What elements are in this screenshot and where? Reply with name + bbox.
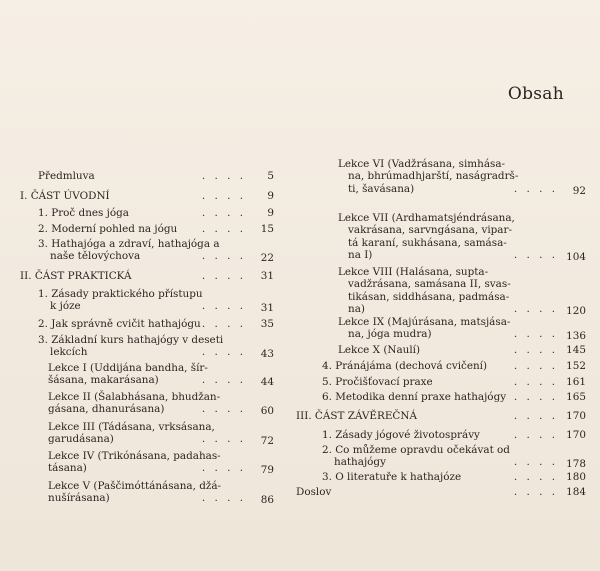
toc-entry-doslov: [296, 486, 586, 498]
toc-entry-text: hathajógy: [334, 456, 386, 469]
toc-entry-l1: [20, 207, 274, 219]
leader-dots: . . . .: [513, 182, 558, 195]
toc-entry-text: na, bhrúmadhjarští, naságradrš-: [348, 170, 519, 183]
page-number: 44: [260, 376, 274, 389]
leader-dots: . . . .: [201, 374, 246, 387]
leader-dots: . . . .: [513, 376, 558, 388]
toc-entry-text: 2. Jak správně cvičit hathajógu: [38, 318, 201, 330]
toc-entry-part2: [20, 270, 274, 282]
leader-dots: . . . .: [201, 270, 246, 282]
toc-entry-text: ti, šavásana): [348, 182, 415, 195]
page-number: 178: [566, 458, 586, 471]
toc-entry-text: 1. Zásady jógové životosprávy: [322, 429, 480, 441]
leader-dots: . . . .: [201, 403, 246, 416]
toc-entry-text: Lekce III (Tádásana, vrksásana,: [48, 421, 215, 433]
toc-entry-text: Lekce X (Naulí): [338, 344, 421, 356]
page-number: 79: [260, 464, 274, 477]
toc-entry-text: lekcích: [50, 346, 88, 359]
leader-dots: . . . .: [513, 391, 558, 403]
toc-entry-text: na I): [348, 249, 373, 262]
page-number: 170: [566, 429, 586, 441]
toc-entry-l3: [20, 238, 274, 263]
leader-dots: . . . .: [201, 300, 246, 313]
toc-entry-text: 2. Moderní pohled na jógu: [38, 223, 178, 235]
page-number: 60: [260, 405, 274, 418]
leader-dots: . . . .: [513, 360, 558, 372]
toc-entry-text: Lekce VIII (Halásana, supta-: [338, 266, 489, 278]
toc-entry-l4: [20, 288, 274, 313]
toc-entry-text: Lekce II (Šalabhásana, bhudžan-: [48, 391, 221, 403]
toc-entry-text: vakrásana, sarvngásana, vipar-: [348, 224, 512, 237]
toc-entry-text: 3. O literatuře k hathajóze: [322, 471, 462, 483]
toc-entry-text: Lekce V (Paščimóttánásana, džá-: [48, 480, 222, 492]
toc-entry-text: nušírásana): [48, 492, 110, 505]
toc-entry-text: II. ČÁST PRAKTICKÁ: [20, 270, 132, 282]
leader-dots: . . . .: [513, 471, 558, 483]
toc-entry-text: 3. Základní kurs hathajógy v deseti: [38, 334, 224, 346]
page-number: 161: [566, 376, 586, 388]
leader-dots: . . . .: [201, 492, 246, 505]
toc-entry-text: Lekce IV (Trikónásana, padahas-: [48, 450, 221, 462]
leader-dots: . . . .: [201, 433, 246, 446]
toc-entry-text: na): [348, 303, 365, 316]
toc-entry-lek1: [20, 362, 274, 387]
leader-dots: . . . .: [201, 250, 246, 263]
page-number: 152: [566, 360, 586, 372]
leader-dots: . . . .: [513, 456, 558, 469]
toc-entry-lek2: [20, 391, 274, 416]
toc-entry-lek8: [296, 266, 586, 316]
toc-entry-part1: [20, 190, 274, 202]
toc-entry-text: 4. Pránájáma (dechová cvičení): [322, 360, 488, 372]
toc-entry-text: na, jóga mudra): [348, 328, 432, 341]
toc-entry-text: šásana, makarásana): [48, 374, 159, 387]
toc-entry-text: Doslov: [296, 486, 332, 498]
toc-entry-r6: [296, 391, 586, 403]
toc-entry-text: Lekce VII (Ardhamatsjéndrásana,: [338, 212, 515, 224]
toc-entry-part3: [296, 410, 586, 422]
toc-entry-text: gásana, dhanurásana): [48, 403, 165, 416]
page-number: 170: [566, 410, 586, 422]
leader-dots: . . . .: [201, 346, 246, 359]
toc-entry-text: Lekce IX (Majúrásana, matsjása-: [338, 316, 511, 328]
toc-entry-l6: [20, 334, 274, 359]
toc-entry-text: naše tělovýchova: [50, 250, 141, 263]
page-number: 9: [267, 190, 274, 202]
toc-entry-r7: [296, 429, 586, 441]
leader-dots: . . . .: [201, 207, 246, 219]
leader-dots: . . . .: [513, 344, 558, 356]
toc-entry-lek9: [296, 316, 586, 341]
toc-entry-r8: [296, 444, 586, 469]
leader-dots: . . . .: [201, 190, 246, 202]
toc-entry-text: tá karaní, sukhásana, samása-: [348, 236, 507, 249]
page-number: 22: [260, 252, 274, 265]
page-number: 15: [260, 223, 274, 235]
toc-entry-text: tásana): [48, 462, 87, 475]
page-number: 31: [260, 302, 274, 315]
toc-entry-text: Lekce VI (Vadžrásana, simhása-: [338, 158, 506, 170]
toc-entry-predmluva: [20, 170, 274, 182]
leader-dots: . . . .: [201, 318, 246, 330]
page-number: 145: [566, 344, 586, 356]
page-number: 120: [566, 305, 586, 318]
leader-dots: . . . .: [513, 429, 558, 441]
toc-entry-text: Lekce I (Uddijána bandha, šír-: [48, 362, 208, 374]
page-number: 165: [566, 391, 586, 403]
page-number: 9: [267, 207, 274, 219]
toc-entry-r4: [296, 360, 586, 372]
leader-dots: . . . .: [513, 303, 558, 316]
toc-entry-text: 5. Pročišťovací praxe: [322, 376, 433, 388]
toc-entry-l5: [20, 318, 274, 330]
page-title: Obsah: [507, 84, 564, 104]
page-number: 35: [260, 318, 274, 330]
page-number: 92: [572, 184, 586, 197]
toc-entry-lek5: [20, 480, 274, 505]
toc-entry-r5: [296, 376, 586, 388]
toc-entry-text: 1. Zásady praktického přístupu: [38, 288, 203, 300]
toc-entry-text: I. ČÁST ÚVODNÍ: [20, 190, 110, 202]
leader-dots: . . . .: [513, 249, 558, 262]
toc-entry-text: k józe: [50, 300, 81, 313]
toc-entry-text: vadžrásana, samásana II, svas-: [348, 278, 511, 291]
leader-dots: . . . .: [201, 170, 246, 182]
toc-entry-text: 1. Proč dnes jóga: [38, 207, 130, 219]
toc-entry-lek3: [20, 421, 274, 446]
toc-entry-text: 6. Metodika denní praxe hathajógy: [322, 391, 507, 403]
page-number: 31: [260, 270, 274, 282]
page-number: 5: [267, 170, 274, 182]
leader-dots: . . . .: [513, 410, 558, 422]
toc-entry-text: 3. Hathajóga a zdraví, hathajóga a: [38, 238, 220, 250]
leader-dots: . . . .: [513, 486, 558, 498]
toc-entry-r9: [296, 471, 586, 483]
toc-entry-text: 2. Co můžeme opravdu očekávat od: [322, 444, 510, 456]
toc-entry-l2: [20, 223, 274, 235]
page-number: 86: [260, 494, 274, 507]
leader-dots: . . . .: [201, 223, 246, 235]
toc-entry-lek10: [296, 344, 586, 356]
toc-entry-lek7: [296, 212, 586, 262]
leader-dots: . . . .: [513, 328, 558, 341]
toc-entry-lek4: [20, 450, 274, 475]
toc-entry-text: tikásan, siddhásana, padmása-: [348, 290, 510, 303]
page-number: 104: [566, 251, 586, 264]
leader-dots: . . . .: [201, 462, 246, 475]
page-number: 184: [566, 486, 586, 498]
page-number: 43: [260, 348, 274, 361]
toc-entry-text: garudásana): [48, 433, 114, 446]
toc-entry-lek6: [296, 158, 586, 195]
toc-entry-text: Předmluva: [38, 170, 95, 182]
page-number: 72: [260, 435, 274, 448]
toc-entry-text: III. ČÁST ZÁVĚREČNÁ: [296, 410, 417, 422]
page-number: 180: [566, 471, 586, 483]
page-number: 136: [566, 330, 586, 343]
